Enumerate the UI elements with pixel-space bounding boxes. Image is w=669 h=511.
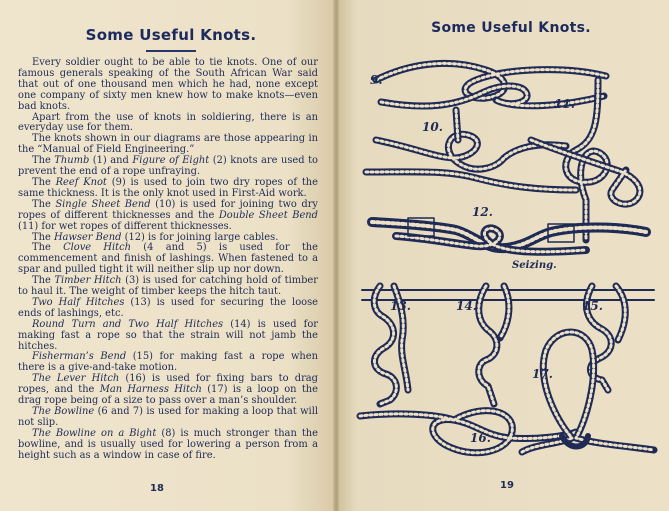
left-page-title: Some Useful Knots. [85,26,257,44]
body-paragraph [18,200,318,233]
man-harness-hitch-drawing [522,332,654,452]
body-paragraph [18,58,318,113]
paragraph-text: (4 and 5) is used for the commencement and finish of lashings. When fastened to a spar and pulled tight it will neither slip up nor down. [18,242,319,276]
paragraph-text: The [32,155,55,167]
knot-name: The Lever Hitch [32,373,120,385]
body-paragraph [18,178,318,200]
single-sheet-bend-drawing [366,110,576,190]
knot-name: Fisherman’s Bend [32,351,127,363]
paragraph-text: The [32,275,55,287]
book-gutter [333,0,339,511]
body-paragraph [18,298,318,320]
hawser-bend-drawing [372,218,646,252]
body-paragraph [18,374,318,407]
paragraph-text: (17) is a loop on the drag rope being of a size to pass over a man’s shoulder. [18,384,318,407]
fig-11-label: 11. [554,97,575,111]
body-paragraph [18,134,318,156]
right-page-title: Some Useful Knots. [431,20,591,36]
paragraph-text: (15) for making fast a rope when there is a give-and-take motion. [18,351,318,374]
fig-10-label: 10. [422,120,443,134]
fig-15-label: 15. [582,299,603,313]
knot-name: Clove Hitch [63,242,132,254]
body-paragraph [18,113,318,135]
paragraph-text: (11) for wet ropes of different thicknesses. [18,220,232,232]
body-paragraph [18,352,318,374]
body-paragraph [18,156,318,178]
body-paragraph [18,320,318,353]
fig-16-label: 16. [470,431,491,445]
knot-name: Round Turn and Two Half Hitches [32,318,224,330]
paragraph-text: (9) is used to join two dry ropes of the same thickness. It is the only knot used in First-Aid work. [18,176,319,199]
knot-name: Hawser Bend [53,231,122,243]
knot-name: Double Sheet Bend [218,209,318,221]
right-page [336,0,669,511]
paragraph-text: (6 and 7) is used for making a loop that will not slip. [18,406,319,428]
paragraph-text: (13) is used for securing the loose ends of lashings, etc. [18,296,318,319]
body-paragraph [18,429,318,462]
paragraph-text: (12) is for joining large cables. [121,231,279,243]
paragraph-text: The [32,176,56,188]
knot-name: Figure of Eight [132,155,210,167]
paragraph-text: (16) is used for fixing bars to drag ropes, and the [18,373,318,396]
body-paragraph [18,276,318,298]
fig-17-label: 17. [532,367,553,381]
left-page-body [18,58,318,462]
paragraph-text: The [32,242,64,254]
right-page-number: 19 [500,480,514,491]
paragraph-text: (1) and [89,155,133,167]
paragraph-text: Apart from the use of knots in soldiering, there is an everyday use for them. [18,111,318,134]
fig-13-label: 13. [390,299,411,313]
knot-name: Man Harness Hitch [99,384,202,396]
fig-12-label: 12. [472,205,493,219]
body-paragraph [18,407,318,429]
paragraph-text: (3) is used for catching hold of timber to haul it. The weight of timber keeps the hitch taut. [18,275,319,298]
knot-name: Two Half Hitches [32,296,125,308]
paragraph-text: The [32,231,54,243]
paragraph-text: (14) is used for making fast a rope so that the strain will not jamb the hitches. [18,318,318,352]
knot-name: Single Sheet Bend [55,198,151,210]
knot-name: The Bowline [32,406,95,417]
knot-name: The Bowline on a Bight [32,427,157,439]
paragraph-text: (2) knots are used to prevent the end of a rope unfraying. [18,155,318,178]
body-paragraph [18,243,318,276]
fig-9-label: 9. [370,73,383,87]
round-turn-drawing [479,286,509,404]
knot-name: Reef Knot [55,176,107,188]
paragraph-text: The [32,198,56,210]
fig-14-label: 14. [456,299,477,313]
knot-name: Timber Hitch [54,275,122,287]
paragraph-text: (8) is much stronger than the bowline, and is usually used for lowering a person from a height such as a window in case of fire. [18,427,319,461]
knot-name: Thumb [54,155,90,167]
title-rule [146,50,196,52]
left-page-number: 18 [150,483,164,494]
knots-illustration [336,40,669,480]
seizing-label: Seizing. [512,260,557,271]
paragraph-text: Every soldier ought to be able to tie knots. One of our famous generals speaking of the South African War said that out of one thousand men which he had, none except one company of sixty men knew how to make knots—even bad knots. [18,57,318,112]
paragraph-text: The knots shown in our diagrams are those appearing in the “Manual of Field Engineering.” [18,133,318,156]
paragraph-text: (10) is used for joining two dry ropes of different thicknesses and the [18,198,318,221]
